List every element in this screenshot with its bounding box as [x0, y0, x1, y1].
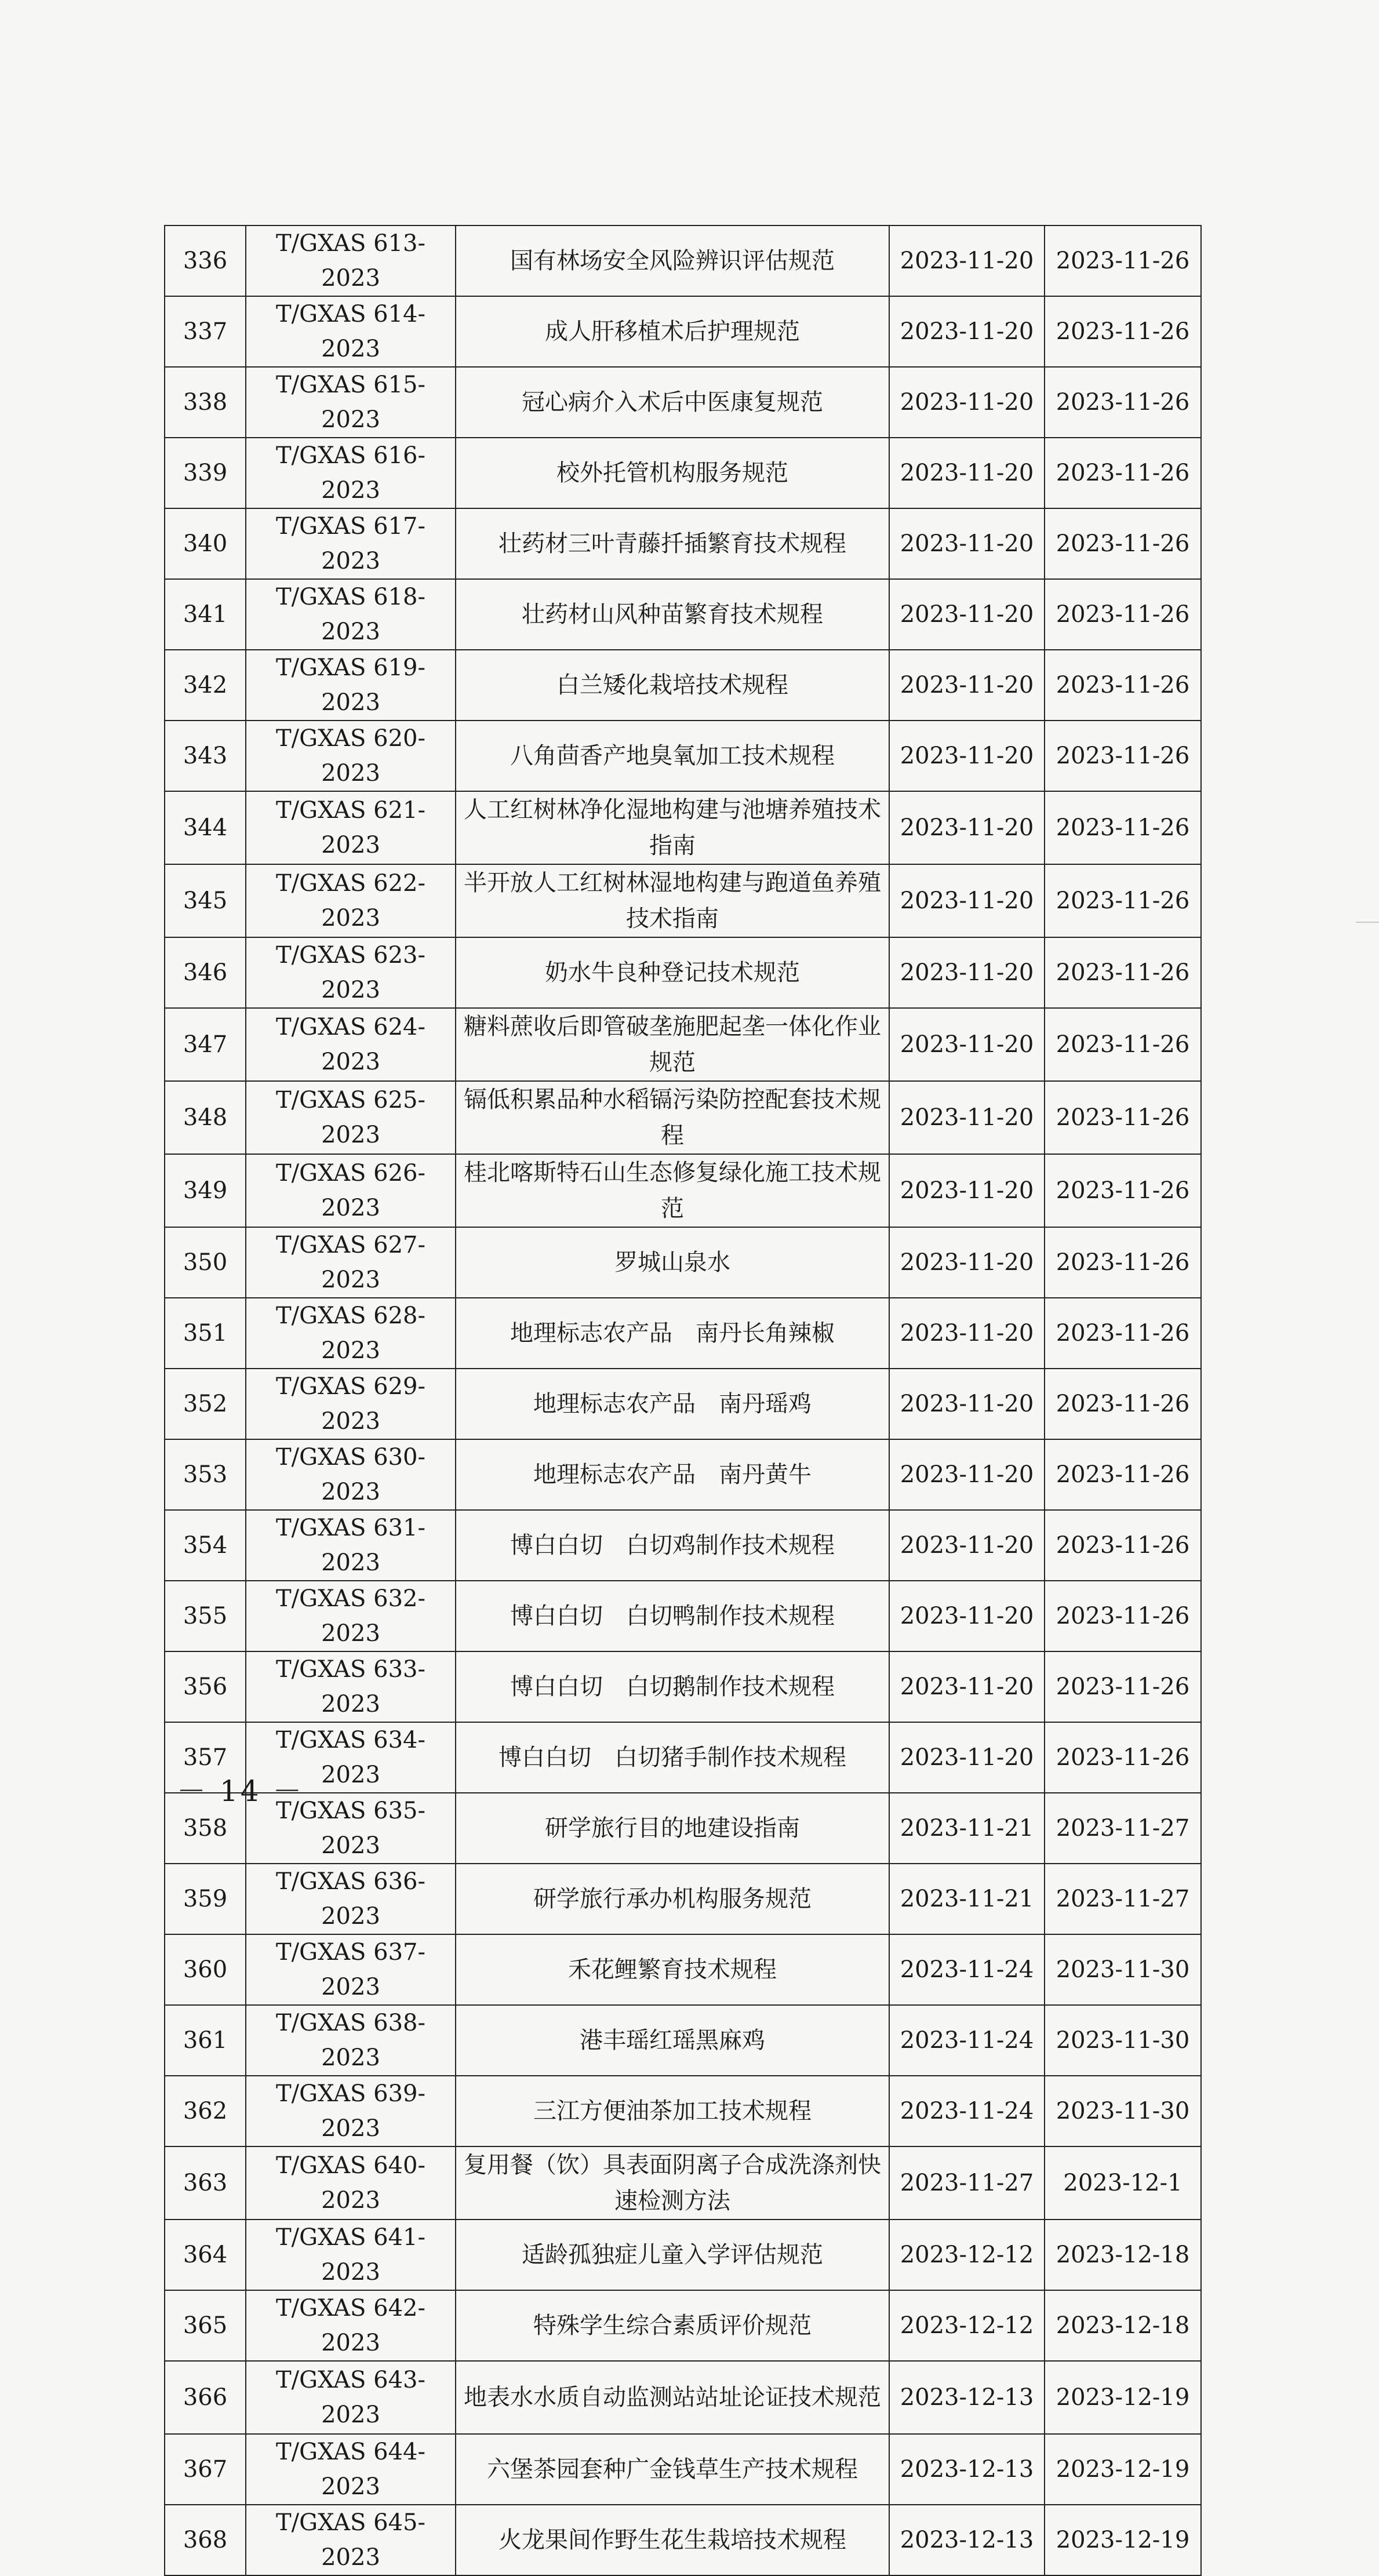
- row-number: 343: [165, 721, 246, 791]
- standard-title: 特殊学生综合素质评价规范: [456, 2290, 889, 2361]
- table-row: [165, 367, 1201, 438]
- standard-title: 八角茴香产地臭氧加工技术规程: [456, 721, 889, 791]
- table-row: [165, 1651, 1201, 1722]
- row-number: 362: [165, 2076, 246, 2146]
- standards-table: [164, 225, 1202, 2576]
- standard-title: 研学旅行承办机构服务规范: [456, 1864, 889, 1934]
- row-number: 364: [165, 2220, 246, 2290]
- row-number: 351: [165, 1298, 246, 1369]
- release-date: 2023-11-21: [889, 1793, 1045, 1864]
- release-date: 2023-12-12: [889, 2290, 1045, 2361]
- standard-title: 地表水水质自动监测站站址论证技术规范: [456, 2361, 889, 2434]
- standard-code: T/GXAS 621-2023: [246, 791, 456, 864]
- effective-date: 2023-11-27: [1045, 1793, 1201, 1864]
- effective-date: 2023-11-30: [1045, 2076, 1201, 2146]
- standard-title: 复用餐（饮）具表面阴离子合成洗涤剂快速检测方法: [456, 2146, 889, 2220]
- row-number: 361: [165, 2005, 246, 2076]
- standard-title: 地理标志农产品 南丹长角辣椒: [456, 1298, 889, 1369]
- effective-date: 2023-12-18: [1045, 2290, 1201, 2361]
- table-row: [165, 1227, 1201, 1298]
- effective-date: 2023-11-26: [1045, 367, 1201, 438]
- row-number: 367: [165, 2434, 246, 2505]
- table-row: [165, 225, 1201, 296]
- standard-code: T/GXAS 643-2023: [246, 2361, 456, 2434]
- standard-code: T/GXAS 616-2023: [246, 438, 456, 508]
- effective-date: 2023-11-26: [1045, 791, 1201, 864]
- standard-code: T/GXAS 630-2023: [246, 1439, 456, 1510]
- row-number: 354: [165, 1510, 246, 1581]
- standard-code: T/GXAS 641-2023: [246, 2220, 456, 2290]
- row-number: 357: [165, 1722, 246, 1793]
- release-date: 2023-11-20: [889, 721, 1045, 791]
- standard-code: T/GXAS 645-2023: [246, 2505, 456, 2575]
- release-date: 2023-12-13: [889, 2361, 1045, 2434]
- table-row: [165, 1864, 1201, 1934]
- standard-title: 壮药材三叶青藤扦插繁育技术规程: [456, 508, 889, 579]
- standard-code: T/GXAS 628-2023: [246, 1298, 456, 1369]
- table-row: [165, 791, 1201, 864]
- release-date: 2023-11-20: [889, 579, 1045, 650]
- row-number: 338: [165, 367, 246, 438]
- release-date: 2023-11-20: [889, 864, 1045, 937]
- row-number: 344: [165, 791, 246, 864]
- standard-code: T/GXAS 639-2023: [246, 2076, 456, 2146]
- release-date: 2023-11-20: [889, 1227, 1045, 1298]
- effective-date: 2023-11-26: [1045, 508, 1201, 579]
- effective-date: 2023-11-26: [1045, 1298, 1201, 1369]
- table-body: [165, 225, 1201, 2575]
- row-number: 353: [165, 1439, 246, 1510]
- table-row: [165, 864, 1201, 937]
- standard-title: 镉低积累品种水稻镉污染防控配套技术规程: [456, 1081, 889, 1154]
- effective-date: 2023-12-1: [1045, 2146, 1201, 2220]
- effective-date: 2023-11-26: [1045, 579, 1201, 650]
- standard-title: 六堡茶园套种广金钱草生产技术规程: [456, 2434, 889, 2505]
- effective-date: 2023-11-26: [1045, 438, 1201, 508]
- standard-code: T/GXAS 614-2023: [246, 296, 456, 367]
- standard-title: 研学旅行目的地建设指南: [456, 1793, 889, 1864]
- row-number: 336: [165, 225, 246, 296]
- table-row: [165, 2005, 1201, 2076]
- table-row: [165, 1581, 1201, 1651]
- standard-code: T/GXAS 615-2023: [246, 367, 456, 438]
- table-row: [165, 1934, 1201, 2005]
- row-number: 356: [165, 1651, 246, 1722]
- effective-date: 2023-11-26: [1045, 721, 1201, 791]
- standard-code: T/GXAS 627-2023: [246, 1227, 456, 1298]
- release-date: 2023-11-20: [889, 791, 1045, 864]
- table-row: [165, 1439, 1201, 1510]
- effective-date: 2023-12-19: [1045, 2505, 1201, 2575]
- standard-title: 桂北喀斯特石山生态修复绿化施工技术规范: [456, 1154, 889, 1227]
- table-row: [165, 2076, 1201, 2146]
- table-row: [165, 1154, 1201, 1227]
- standard-title: 三江方便油茶加工技术规程: [456, 2076, 889, 2146]
- row-number: 348: [165, 1081, 246, 1154]
- table-row: [165, 2220, 1201, 2290]
- table-row: [165, 508, 1201, 579]
- standard-title: 博白白切 白切鸡制作技术规程: [456, 1510, 889, 1581]
- row-number: 349: [165, 1154, 246, 1227]
- table-row: [165, 1793, 1201, 1864]
- standard-code: T/GXAS 623-2023: [246, 937, 456, 1008]
- table-row: [165, 1510, 1201, 1581]
- table-row: [165, 650, 1201, 721]
- release-date: 2023-11-20: [889, 225, 1045, 296]
- row-number: 341: [165, 579, 246, 650]
- row-number: 339: [165, 438, 246, 508]
- standard-title: 博白白切 白切猪手制作技术规程: [456, 1722, 889, 1793]
- standard-code: T/GXAS 632-2023: [246, 1581, 456, 1651]
- effective-date: 2023-11-26: [1045, 937, 1201, 1008]
- release-date: 2023-12-13: [889, 2434, 1045, 2505]
- standard-code: T/GXAS 644-2023: [246, 2434, 456, 2505]
- effective-date: 2023-11-26: [1045, 296, 1201, 367]
- release-date: 2023-11-20: [889, 1651, 1045, 1722]
- table-row: [165, 2290, 1201, 2361]
- row-number: 355: [165, 1581, 246, 1651]
- table-row: [165, 2505, 1201, 2575]
- table-row: [165, 2434, 1201, 2505]
- standard-title: 糖料蔗收后即管破垄施肥起垄一体化作业规范: [456, 1008, 889, 1081]
- standard-code: T/GXAS 622-2023: [246, 864, 456, 937]
- standard-title: 火龙果间作野生花生栽培技术规程: [456, 2505, 889, 2575]
- effective-date: 2023-11-30: [1045, 1934, 1201, 2005]
- standard-code: T/GXAS 625-2023: [246, 1081, 456, 1154]
- standard-title: 博白白切 白切鸭制作技术规程: [456, 1581, 889, 1651]
- row-number: 340: [165, 508, 246, 579]
- release-date: 2023-11-21: [889, 1864, 1045, 1934]
- effective-date: 2023-11-26: [1045, 1369, 1201, 1439]
- release-date: 2023-11-20: [889, 1722, 1045, 1793]
- page-number: － 14 －: [177, 1774, 304, 1808]
- release-date: 2023-11-20: [889, 296, 1045, 367]
- table-row: [165, 1369, 1201, 1439]
- effective-date: 2023-11-26: [1045, 1651, 1201, 1722]
- standard-title: 港丰瑶红瑶黑麻鸡: [456, 2005, 889, 2076]
- standard-code: T/GXAS 640-2023: [246, 2146, 456, 2220]
- standard-code: T/GXAS 635-2023: [246, 1793, 456, 1864]
- effective-date: 2023-11-26: [1045, 1581, 1201, 1651]
- release-date: 2023-11-20: [889, 1298, 1045, 1369]
- standard-title: 半开放人工红树林湿地构建与跑道鱼养殖技术指南: [456, 864, 889, 937]
- standard-title: 禾花鲤繁育技术规程: [456, 1934, 889, 2005]
- release-date: 2023-11-20: [889, 650, 1045, 721]
- table-row: [165, 1298, 1201, 1369]
- row-number: 346: [165, 937, 246, 1008]
- release-date: 2023-11-20: [889, 937, 1045, 1008]
- release-date: 2023-11-20: [889, 1510, 1045, 1581]
- standard-code: T/GXAS 631-2023: [246, 1510, 456, 1581]
- effective-date: 2023-11-26: [1045, 1081, 1201, 1154]
- release-date: 2023-11-20: [889, 367, 1045, 438]
- release-date: 2023-11-20: [889, 1369, 1045, 1439]
- margin-mark: [1356, 922, 1379, 923]
- release-date: 2023-11-20: [889, 508, 1045, 579]
- effective-date: 2023-11-26: [1045, 650, 1201, 721]
- row-number: 360: [165, 1934, 246, 2005]
- release-date: 2023-11-24: [889, 1934, 1045, 2005]
- effective-date: 2023-12-18: [1045, 2220, 1201, 2290]
- effective-date: 2023-11-26: [1045, 1722, 1201, 1793]
- standard-code: T/GXAS 626-2023: [246, 1154, 456, 1227]
- standard-title: 适龄孤独症儿童入学评估规范: [456, 2220, 889, 2290]
- release-date: 2023-11-20: [889, 438, 1045, 508]
- standard-code: T/GXAS 624-2023: [246, 1008, 456, 1081]
- standard-code: T/GXAS 637-2023: [246, 1934, 456, 2005]
- row-number: 358: [165, 1793, 246, 1864]
- effective-date: 2023-11-26: [1045, 225, 1201, 296]
- standard-code: T/GXAS 634-2023: [246, 1722, 456, 1793]
- release-date: 2023-11-24: [889, 2005, 1045, 2076]
- standard-title: 博白白切 白切鹅制作技术规程: [456, 1651, 889, 1722]
- row-number: 347: [165, 1008, 246, 1081]
- effective-date: 2023-12-19: [1045, 2361, 1201, 2434]
- standard-code: T/GXAS 638-2023: [246, 2005, 456, 2076]
- standard-title: 白兰矮化栽培技术规程: [456, 650, 889, 721]
- standard-code: T/GXAS 617-2023: [246, 508, 456, 579]
- table-row: [165, 579, 1201, 650]
- row-number: 350: [165, 1227, 246, 1298]
- release-date: 2023-11-27: [889, 2146, 1045, 2220]
- standard-code: T/GXAS 633-2023: [246, 1651, 456, 1722]
- standard-title: 地理标志农产品 南丹瑶鸡: [456, 1369, 889, 1439]
- effective-date: 2023-11-26: [1045, 1439, 1201, 1510]
- release-date: 2023-12-12: [889, 2220, 1045, 2290]
- standard-title: 地理标志农产品 南丹黄牛: [456, 1439, 889, 1510]
- standard-title: 成人肝移植术后护理规范: [456, 296, 889, 367]
- effective-date: 2023-11-26: [1045, 864, 1201, 937]
- release-date: 2023-11-20: [889, 1081, 1045, 1154]
- standard-code: T/GXAS 618-2023: [246, 579, 456, 650]
- row-number: 368: [165, 2505, 246, 2575]
- table-row: [165, 721, 1201, 791]
- effective-date: 2023-11-26: [1045, 1154, 1201, 1227]
- row-number: 337: [165, 296, 246, 367]
- effective-date: 2023-11-27: [1045, 1864, 1201, 1934]
- standard-title: 壮药材山风种苗繁育技术规程: [456, 579, 889, 650]
- table-row: [165, 438, 1201, 508]
- table-row: [165, 937, 1201, 1008]
- effective-date: 2023-11-30: [1045, 2005, 1201, 2076]
- standard-title: 国有林场安全风险辨识评估规范: [456, 225, 889, 296]
- standard-title: 人工红树林净化湿地构建与池塘养殖技术指南: [456, 791, 889, 864]
- release-date: 2023-11-20: [889, 1154, 1045, 1227]
- effective-date: 2023-11-26: [1045, 1008, 1201, 1081]
- table-row: [165, 1008, 1201, 1081]
- standard-title: 冠心病介入术后中医康复规范: [456, 367, 889, 438]
- table-row: [165, 1722, 1201, 1793]
- row-number: 366: [165, 2361, 246, 2434]
- table-row: [165, 1081, 1201, 1154]
- table-row: [165, 2361, 1201, 2434]
- row-number: 363: [165, 2146, 246, 2220]
- row-number: 365: [165, 2290, 246, 2361]
- standard-code: T/GXAS 613-2023: [246, 225, 456, 296]
- release-date: 2023-11-20: [889, 1581, 1045, 1651]
- effective-date: 2023-12-19: [1045, 2434, 1201, 2505]
- standard-code: T/GXAS 642-2023: [246, 2290, 456, 2361]
- standard-code: T/GXAS 619-2023: [246, 650, 456, 721]
- standard-code: T/GXAS 636-2023: [246, 1864, 456, 1934]
- effective-date: 2023-11-26: [1045, 1510, 1201, 1581]
- table-row: [165, 296, 1201, 367]
- standard-title: 校外托管机构服务规范: [456, 438, 889, 508]
- row-number: 342: [165, 650, 246, 721]
- release-date: 2023-11-20: [889, 1008, 1045, 1081]
- effective-date: 2023-11-26: [1045, 1227, 1201, 1298]
- standard-code: T/GXAS 620-2023: [246, 721, 456, 791]
- standard-code: T/GXAS 629-2023: [246, 1369, 456, 1439]
- release-date: 2023-11-20: [889, 1439, 1045, 1510]
- standard-title: 奶水牛良种登记技术规范: [456, 937, 889, 1008]
- standard-title: 罗城山泉水: [456, 1227, 889, 1298]
- table-row: [165, 2146, 1201, 2220]
- row-number: 359: [165, 1864, 246, 1934]
- row-number: 352: [165, 1369, 246, 1439]
- release-date: 2023-11-24: [889, 2076, 1045, 2146]
- release-date: 2023-12-13: [889, 2505, 1045, 2575]
- row-number: 345: [165, 864, 246, 937]
